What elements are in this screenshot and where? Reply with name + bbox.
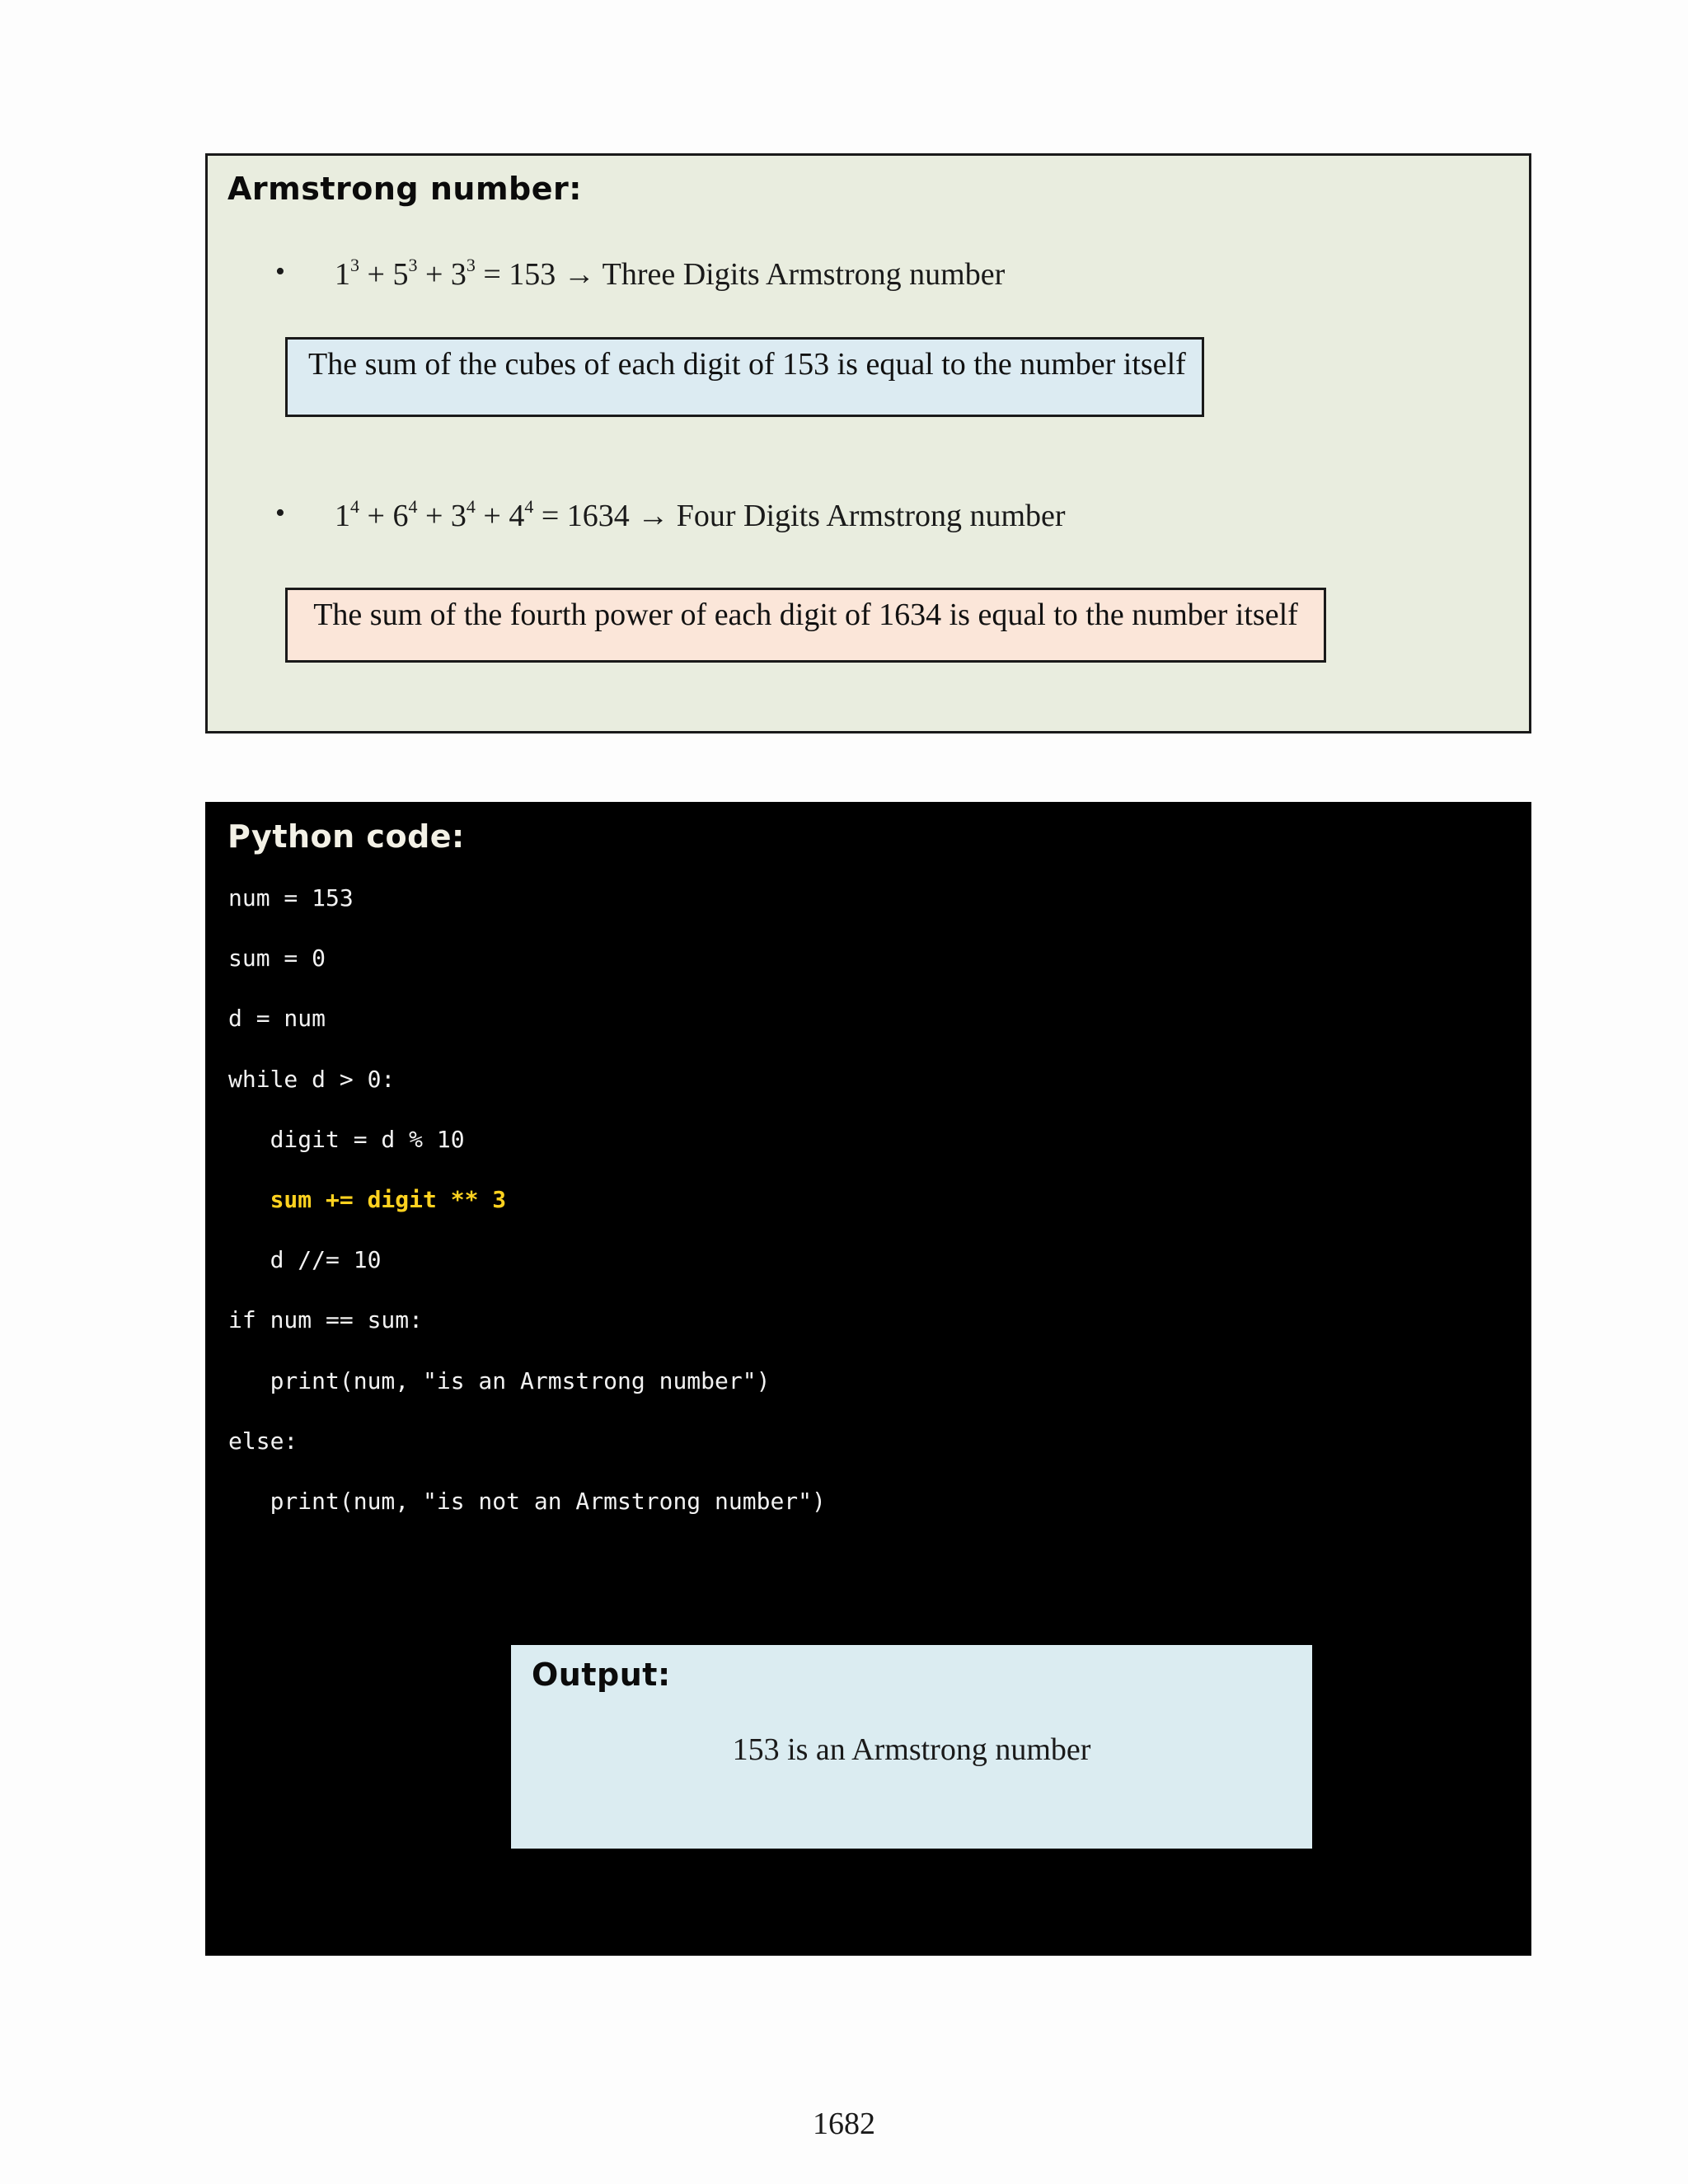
equation-exponent: 3 bbox=[466, 255, 476, 275]
output-section bbox=[511, 1645, 1312, 1849]
equation-exponent: 4 bbox=[350, 496, 359, 517]
code-heading: Python code: bbox=[227, 818, 465, 855]
page-number: 1682 bbox=[813, 2107, 875, 2141]
equation-base: 5 bbox=[392, 257, 409, 292]
equation-exponent: 4 bbox=[524, 496, 534, 517]
code-line: digit = d % 10 bbox=[228, 1125, 465, 1153]
bullet-icon: • bbox=[275, 256, 285, 287]
equation-base: 3 bbox=[450, 257, 467, 292]
bullet-icon: • bbox=[275, 498, 285, 528]
equation-result: = 1634 → Four Digits Armstrong number bbox=[533, 499, 1066, 533]
code-line: d = num bbox=[228, 1005, 326, 1033]
equation-base: 6 bbox=[392, 499, 409, 533]
equation-exponent: 4 bbox=[408, 496, 418, 517]
code-line: d //= 10 bbox=[228, 1246, 382, 1274]
equation-four-digits: $1^4 + 6^4 + 3^4 + 4^4 = 1634$ → Four Digits Armstrong number bbox=[335, 496, 1066, 533]
code-line: if num == sum: bbox=[228, 1306, 424, 1334]
output-heading: Output: bbox=[532, 1657, 671, 1693]
code-section bbox=[205, 802, 1531, 1956]
code-line: else: bbox=[228, 1427, 298, 1455]
output-text: 153 is an Armstrong number bbox=[732, 1732, 1091, 1767]
equation-exponent: 3 bbox=[350, 255, 359, 275]
armstrong-heading: Armstrong number: bbox=[227, 171, 582, 207]
code-line: print(num, "is an Armstrong number") bbox=[228, 1366, 771, 1394]
code-line: while d > 0: bbox=[228, 1065, 396, 1093]
equation-base: 1 bbox=[335, 257, 350, 292]
code-line: print(num, "is not an Armstrong number") bbox=[228, 1488, 826, 1515]
code-line: sum = 0 bbox=[228, 944, 326, 972]
equation-exponent: 4 bbox=[466, 496, 476, 517]
equation-base: 1 bbox=[335, 499, 350, 533]
armstrong-section bbox=[205, 153, 1531, 733]
equation-result: = 153 → Three Digits Armstrong number bbox=[475, 257, 1006, 292]
equation-base: 4 bbox=[509, 499, 525, 533]
code-line: sum += digit ** 3 bbox=[228, 1186, 507, 1213]
note-fourth-power: The sum of the fourth power of each digit of 1634 is equal to the number itself bbox=[285, 588, 1326, 663]
equation-exponent: 3 bbox=[408, 255, 418, 275]
equation-base: 3 bbox=[450, 499, 467, 533]
equation-three-digits: $1^3 + 5^3 + 3^3 = 153$ → Three Digits Armstrong number bbox=[335, 255, 1006, 292]
code-line: num = 153 bbox=[228, 884, 354, 912]
note-cubes: The sum of the cubes of each digit of 153 is equal to the number itself bbox=[285, 337, 1204, 417]
